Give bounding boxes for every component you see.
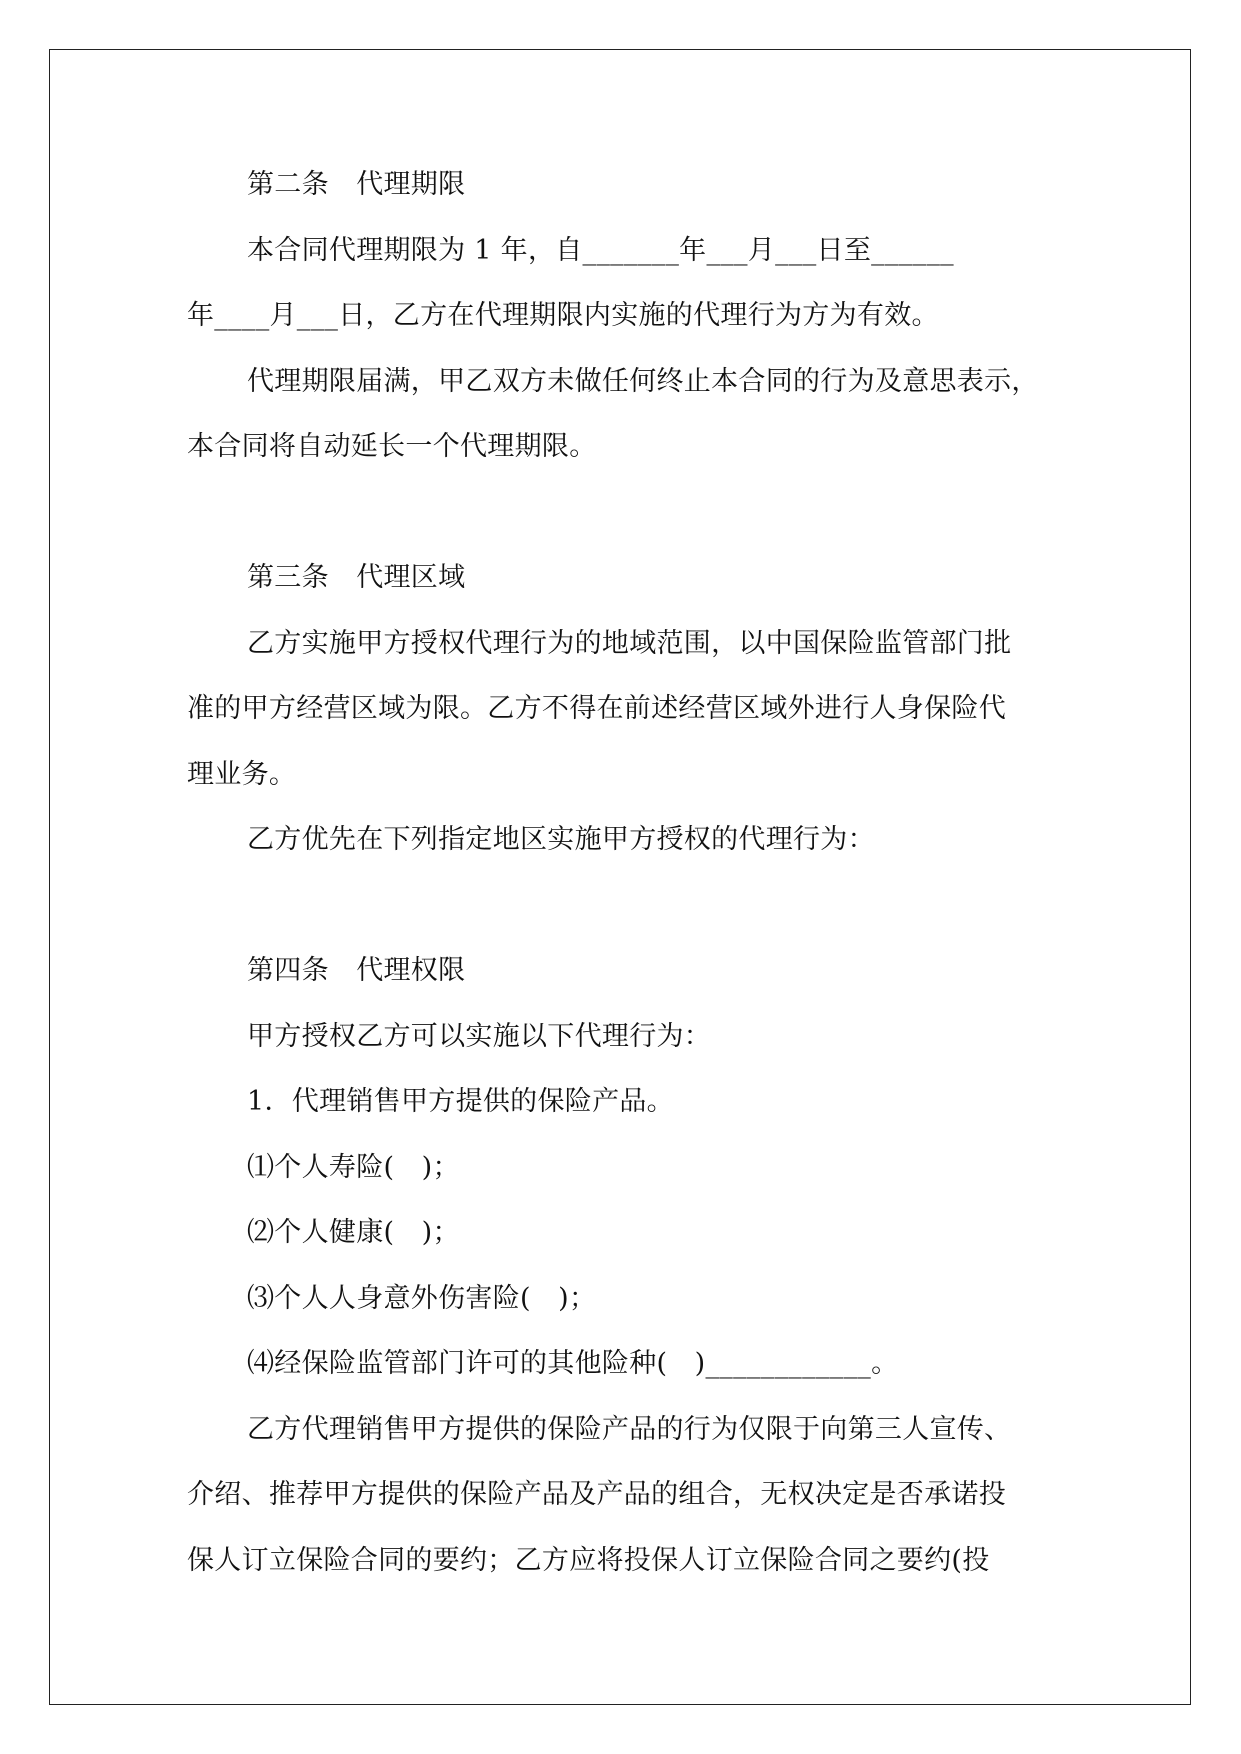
list-item: ⑵个人健康( )； — [247, 1217, 460, 1248]
paragraph-line: 本合同代理期限为 1 年，自_______年___月___日至______ — [247, 234, 954, 266]
heading-article-4: 第四条 代理权限 — [247, 955, 466, 986]
section-gap — [187, 873, 1057, 939]
paragraph-line: 年____月___日，乙方在代理期限内实施的代理行为方为有效。 — [187, 300, 939, 331]
paragraph-line: 准的甲方经营区域为限。乙方不得在前述经营区域外进行人身保险代 — [187, 693, 1006, 724]
paragraph-line: 介绍、推荐甲方提供的保险产品及产品的组合，无权决定是否承诺投 — [187, 1479, 1006, 1510]
paragraph-line: 本合同将自动延长一个代理期限。 — [187, 431, 597, 462]
list-item: 1．代理销售甲方提供的保险产品。 — [247, 1086, 674, 1117]
paragraph-line: 甲方授权乙方可以实施以下代理行为： — [247, 1020, 712, 1052]
paragraph-line: 乙方实施甲方授权代理行为的地域范围，以中国保险监管部门批 — [247, 627, 1012, 659]
heading-article-3: 第三条 代理区域 — [247, 562, 466, 593]
paragraph-line: 代理期限届满，甲乙双方未做任何终止本合同的行为及意思表示， — [247, 365, 1039, 397]
document-body — [187, 152, 1057, 1593]
heading-article-2: 第二条 代理期限 — [247, 169, 466, 200]
section-gap — [187, 480, 1057, 546]
list-item: ⑷经保险监管部门许可的其他险种( )____________。 — [247, 1348, 899, 1379]
paragraph-line: 乙方优先在下列指定地区实施甲方授权的代理行为： — [247, 824, 875, 855]
list-item: ⑶个人人身意外伤害险( )； — [247, 1282, 597, 1314]
list-item: ⑴个人寿险( )； — [247, 1151, 460, 1183]
paragraph-line: 乙方代理销售甲方提供的保险产品的行为仅限于向第三人宣传、 — [247, 1413, 1012, 1445]
paragraph-line: 保人订立保险合同的要约；乙方应将投保人订立保险合同之要约(投 — [187, 1544, 990, 1576]
paragraph-line: 理业务。 — [187, 758, 297, 790]
